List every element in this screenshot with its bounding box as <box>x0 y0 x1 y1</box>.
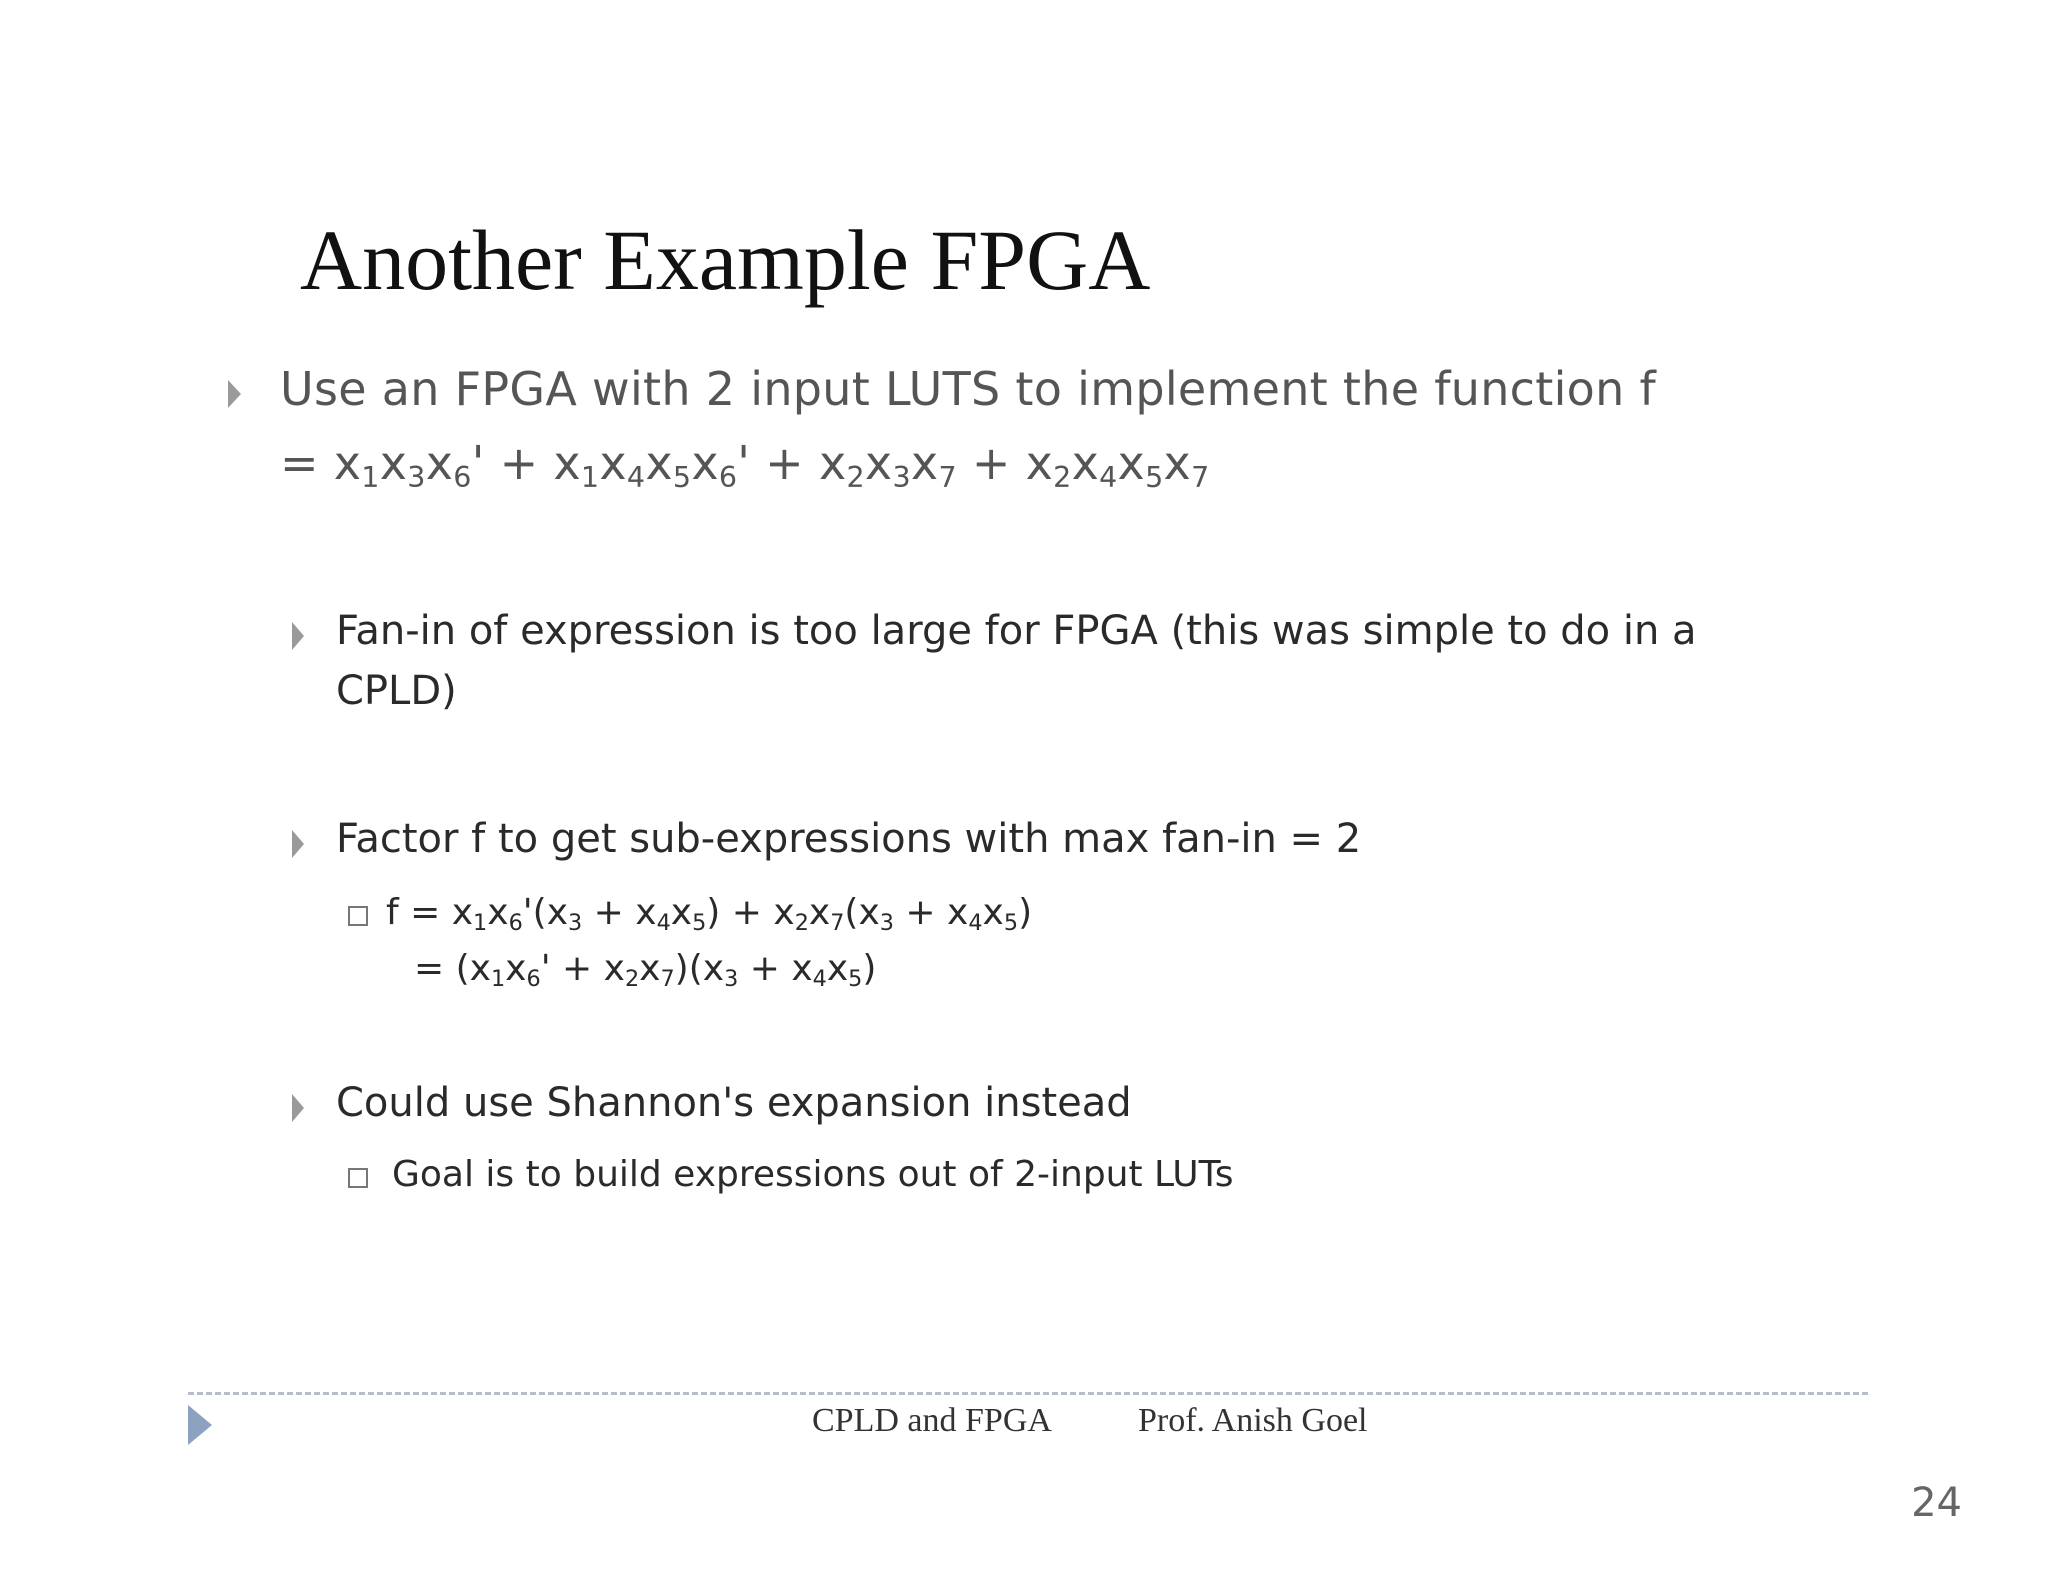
equation-part: x <box>1163 436 1192 490</box>
equation-part: x <box>1025 436 1054 490</box>
subscript: 5 <box>692 910 707 937</box>
equation-part: )(x <box>674 948 725 989</box>
equation-part: x <box>1071 436 1100 490</box>
equation-part: x <box>553 436 581 490</box>
subscript: 3 <box>879 910 894 937</box>
equation-part: x <box>670 892 693 933</box>
subscript: 1 <box>580 460 600 494</box>
slide-title: Another Example FPGA <box>300 212 1151 308</box>
subscript: 5 <box>672 460 692 494</box>
bullet-4-sub-1: Goal is to build expressions out of 2-input LUTs <box>392 1154 1234 1195</box>
equation-part: ' + <box>737 436 819 490</box>
footer-divider <box>188 1392 1868 1395</box>
equation-prefix: = <box>280 436 334 490</box>
equation-part: ) + x <box>706 892 795 933</box>
subscript: 3 <box>407 460 426 494</box>
sub-2-terms <box>455 948 877 993</box>
footer-arrow-icon <box>188 1405 212 1445</box>
subscript: 7 <box>1191 460 1210 494</box>
equation-part: ' + <box>471 436 554 490</box>
equation-part: x <box>599 436 627 490</box>
bullet-2-line-1: Fan-in of expression is too large for FPGA (this was simple to do in a <box>336 608 1697 654</box>
subscript: 1 <box>361 460 380 494</box>
equation-part: x <box>691 436 719 490</box>
subscript: 5 <box>848 966 863 993</box>
subscript: 6 <box>508 910 523 937</box>
subscript: 4 <box>626 460 646 494</box>
equation-part: x <box>982 892 1004 933</box>
equation-part: (x <box>455 948 491 989</box>
equation-part: x <box>333 436 362 490</box>
equation-part: x <box>808 892 831 933</box>
subscript: 3 <box>568 910 583 937</box>
subscript: 3 <box>724 966 739 993</box>
subscript: 6 <box>718 460 738 494</box>
subscript: 2 <box>1053 460 1072 494</box>
bullet-marker-icon <box>292 1094 304 1122</box>
subscript: 2 <box>846 460 865 494</box>
subscript: 7 <box>938 460 957 494</box>
bullet-4-text: Could use Shannon's expansion instead <box>336 1080 1132 1126</box>
equation-part: ) <box>862 948 877 989</box>
equation-part: ' + x <box>540 948 625 989</box>
sub-1-terms <box>451 892 1033 937</box>
bullet-3-sub-1 <box>386 892 1033 937</box>
subscript: 7 <box>830 910 845 937</box>
equation-part: x <box>645 436 673 490</box>
equation-part: x <box>910 436 939 490</box>
subscript: 4 <box>968 910 983 937</box>
subscript: 2 <box>794 910 809 937</box>
equation-part: x <box>425 436 454 490</box>
subscript: 3 <box>892 460 911 494</box>
subscript: 6 <box>453 460 472 494</box>
equation-part: (x <box>844 892 880 933</box>
equation-part: x <box>505 948 527 989</box>
bullet-2-line-2: CPLD) <box>336 668 457 714</box>
bullet-3-text: Factor f to get sub-expressions with max fan-in = 2 <box>336 816 1362 862</box>
equation-part: + x <box>893 892 969 933</box>
subscript: 4 <box>1099 460 1118 494</box>
sub-1-prefix: f = <box>386 892 452 933</box>
equation-part: + <box>956 436 1026 490</box>
page-number: 24 <box>1911 1480 1962 1526</box>
bullet-3-sub-2 <box>414 948 877 993</box>
subscript: 2 <box>624 966 640 993</box>
equation-part: x <box>639 948 661 989</box>
subscript: 7 <box>660 966 675 993</box>
sub-2-prefix: = <box>414 948 456 989</box>
subscript: 6 <box>526 966 541 993</box>
equation-part: '(x <box>522 892 569 933</box>
equation-part: x <box>487 892 509 933</box>
subscript: 1 <box>473 910 488 937</box>
equation-part: x <box>1117 436 1146 490</box>
bullet-marker-icon <box>292 830 304 858</box>
bullet-marker-icon <box>228 380 241 408</box>
bullet-1-line-1: Use an FPGA with 2 input LUTS to implement the function f <box>280 362 1656 416</box>
subscript: 5 <box>1003 910 1019 937</box>
equation-part: x <box>818 436 847 490</box>
equation-part: x <box>864 436 893 490</box>
subscript: 5 <box>1145 460 1164 494</box>
equation-part: + x <box>582 892 657 933</box>
equation-part: x <box>379 436 408 490</box>
subscript: 4 <box>812 966 827 993</box>
subscript: 4 <box>656 910 671 937</box>
sub-bullet-box-icon <box>348 906 368 926</box>
bullet-marker-icon <box>292 622 304 650</box>
equation-part: + x <box>738 948 813 989</box>
equation-part: x <box>826 948 849 989</box>
bullet-1-equation <box>280 436 1210 494</box>
equation-part: x <box>451 892 474 933</box>
sub-bullet-box-icon <box>348 1168 368 1188</box>
footer-course: CPLD and FPGA <box>812 1402 1052 1439</box>
subscript: 1 <box>490 966 506 993</box>
equation-part: ) <box>1018 892 1033 933</box>
equation-terms <box>333 436 1210 494</box>
footer-author: Prof. Anish Goel <box>1138 1402 1368 1439</box>
